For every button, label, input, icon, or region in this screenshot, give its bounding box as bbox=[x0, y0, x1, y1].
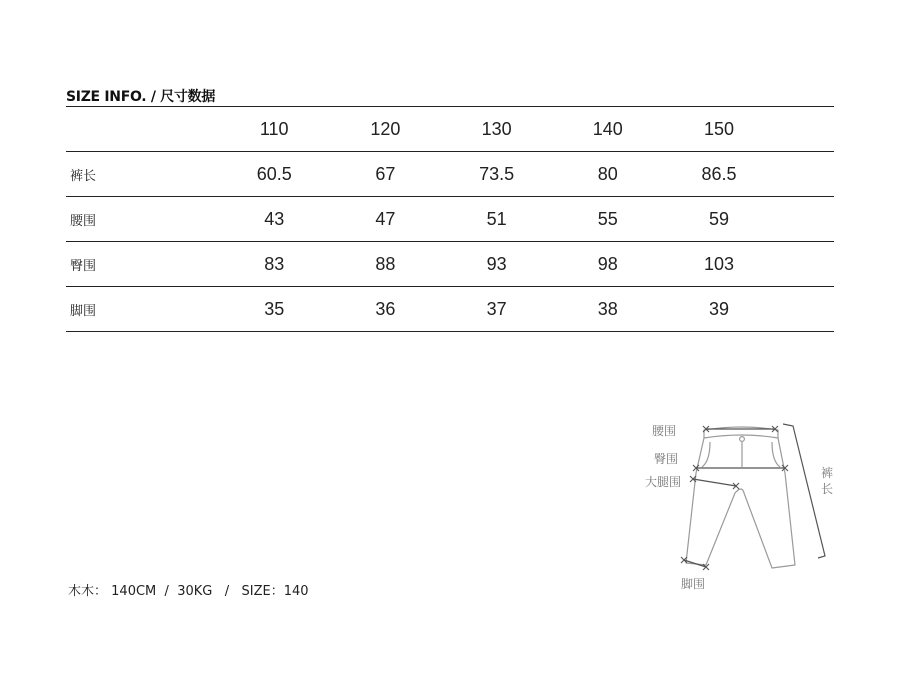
model-name: 木木： bbox=[68, 584, 108, 599]
table-row bbox=[66, 287, 834, 332]
size-header: 150 bbox=[703, 118, 734, 139]
waist-label: 腰围 bbox=[652, 424, 677, 438]
length-label-bottom: 长 bbox=[821, 482, 834, 496]
table-cell: 47 bbox=[375, 208, 396, 229]
table-row bbox=[66, 197, 834, 242]
table-cell: 37 bbox=[486, 298, 507, 319]
size-header: 140 bbox=[592, 118, 623, 139]
separator: / bbox=[224, 584, 230, 599]
page-title: SIZE INFO. / 尺寸数据 bbox=[66, 89, 216, 105]
model-size: SIZE：140 bbox=[241, 584, 309, 599]
thigh-label: 大腿围 bbox=[645, 475, 682, 489]
model-info bbox=[68, 580, 309, 599]
table-cell: 73.5 bbox=[479, 163, 515, 184]
length-label-top: 裤 bbox=[821, 466, 834, 480]
table-cell: 38 bbox=[597, 298, 618, 319]
model-weight: 30KG bbox=[177, 584, 213, 599]
size-header: 130 bbox=[481, 118, 512, 139]
table-cell: 60.5 bbox=[256, 163, 292, 184]
table-cell: 67 bbox=[375, 163, 396, 184]
table-cell: 98 bbox=[597, 253, 618, 274]
table-header-row bbox=[66, 107, 834, 152]
hem-label: 脚围 bbox=[681, 577, 706, 591]
model-height: 140CM bbox=[111, 584, 157, 599]
table-cell: 43 bbox=[264, 208, 285, 229]
table-cell: 36 bbox=[375, 298, 396, 319]
table-cell: 83 bbox=[264, 253, 285, 274]
pants-measurement-diagram bbox=[640, 415, 840, 600]
table-cell: 59 bbox=[708, 208, 729, 229]
row-label: 裤长 bbox=[70, 168, 97, 184]
table-cell: 88 bbox=[375, 253, 396, 274]
table-cell: 35 bbox=[264, 298, 285, 319]
size-table bbox=[66, 106, 834, 332]
hip-label: 臀围 bbox=[654, 452, 679, 466]
size-header: 110 bbox=[259, 118, 289, 139]
size-header: 120 bbox=[370, 118, 401, 139]
table-cell: 93 bbox=[486, 253, 507, 274]
table-cell: 103 bbox=[703, 253, 734, 274]
table-cell: 55 bbox=[597, 208, 618, 229]
table-cell: 86.5 bbox=[701, 163, 737, 184]
row-label: 脚围 bbox=[70, 303, 97, 319]
table-row bbox=[66, 152, 834, 197]
table-cell: 39 bbox=[708, 298, 729, 319]
header-empty-cell bbox=[66, 107, 219, 152]
row-label: 臀围 bbox=[70, 258, 97, 274]
row-label: 腰围 bbox=[70, 213, 97, 229]
separator: / bbox=[164, 584, 169, 599]
table-cell: 80 bbox=[597, 163, 618, 184]
pants-outline-icon bbox=[640, 415, 840, 600]
table-cell: 51 bbox=[486, 208, 507, 229]
table-row bbox=[66, 242, 834, 287]
